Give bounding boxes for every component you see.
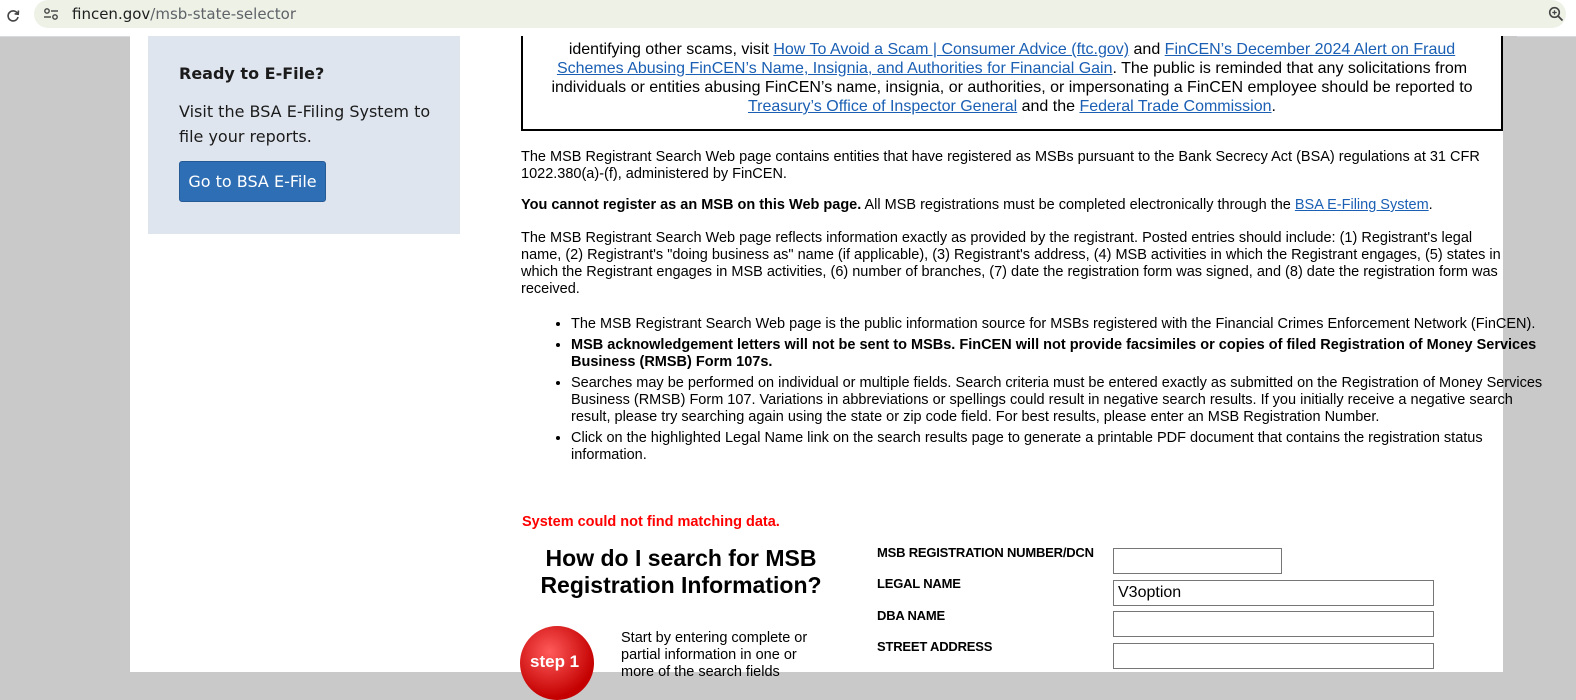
cannot-register-text: All MSB registrations must be completed electronically through the: [864, 197, 1291, 213]
reflects-paragraph: The MSB Registrant Search Web page reflects information exactly as provided by the registrant. Posted entries should include: (1) Registrant's legal name, (2) Registrant's "doing business as" name (if applicable), (3) Registrant's address, (4) MSB activities in which the Registrant engages, (5) states in which the Registrant engages in MSB activities, (6) number of branches, (7) date the registration form was signed, and (8) date the registration form was received.: [521, 230, 1501, 297]
howto-heading: How do I search for MSB Registration Information?: [540, 545, 822, 598]
list-item: • MSB acknowledgement letters will not be sent to MSBs. FinCEN will not provide facsimiles or copies of filed Registration of Money Services Business (RMSB) Form 107s.: [571, 337, 1551, 371]
error-message: System could not find matching data.: [522, 514, 780, 530]
reg-number-input[interactable]: [1113, 548, 1282, 574]
url-text[interactable]: [72, 5, 296, 23]
reg-number-label: MSB REGISTRATION NUMBER/DCN: [877, 545, 1094, 560]
efile-card: [148, 36, 460, 234]
street-address-label: STREET ADDRESS: [877, 639, 993, 654]
fraud-alert-text: [540, 40, 1484, 116]
alert-text-2: . The public is reminded that any solicitations from individuals or entities abusing FinCEN’s name, insignia, or authorities, or impersonating a FinCEN employee should be reported to: [551, 60, 1473, 96]
bsa-efiling-link[interactable]: BSA E-Filing System: [1294, 197, 1429, 213]
alert-end: .: [1271, 98, 1276, 115]
step-1-badge-icon: [520, 626, 594, 700]
info-bullet-list: [522, 316, 1551, 468]
cannot-register-bold: You cannot register as an MSB on this Web page.: [521, 197, 862, 213]
site-info-icon[interactable]: [43, 7, 59, 21]
step-label: step 1: [530, 652, 580, 671]
cannot-register-end: .: [1428, 197, 1433, 213]
browser-toolbar: [0, 0, 1576, 37]
dba-name-label: DBA NAME: [877, 608, 945, 623]
street-address-input[interactable]: [1113, 643, 1434, 669]
alert-and-2: and the: [1021, 98, 1075, 115]
step-1-text: Start by entering complete or partial information in one or more of the search fields: [621, 630, 808, 680]
zoom-icon[interactable]: [1548, 6, 1564, 22]
address-bar[interactable]: [34, 0, 1566, 28]
dba-name-input[interactable]: [1113, 611, 1434, 637]
ftc-scam-link[interactable]: How To Avoid a Scam | Consumer Advice (ftc.gov): [773, 41, 1130, 58]
cannot-register-paragraph: [521, 197, 1503, 214]
reload-icon[interactable]: [6, 9, 20, 23]
alert-text-1: identifying other scams, visit: [568, 41, 769, 58]
url-path: /msb-state-selector: [150, 5, 297, 23]
oig-link[interactable]: Treasury’s Office of Inspector General: [748, 98, 1018, 115]
intro-paragraph: The MSB Registrant Search Web page contains entities that have registered as MSBs pursuant to the Bank Secrecy Act (BSA) regulations at 31 CFR 1022.380(a)-(f), administered by FinCEN.: [521, 149, 1480, 182]
go-to-bsa-efile-button[interactable]: Go to BSA E-File: [179, 161, 326, 202]
list-item: • Searches may be performed on individual or multiple fields. Search criteria must be entered exactly as submitted on the Registration of Money Services Business (RMSB) Form 107. Variations in abbreviations or spellings could result in negative search results. If you initially receive a negative search result, please try searching again using the state or zip code field. For best results, please enter an MSB Registration Number.: [571, 375, 1551, 426]
legal-name-label: LEGAL NAME: [877, 576, 961, 591]
fincen-alert-link[interactable]: FinCEN’s December 2024 Alert on Fraud Schemes Abusing FinCEN’s Name, Insignia, and Authorities for Financial Gain: [556, 41, 1456, 77]
ftc-commission-link[interactable]: Federal Trade Commission: [1079, 98, 1272, 115]
list-item: • The MSB Registrant Search Web page is the public information source for MSBs registered with the Financial Crimes Enforcement Network (FinCEN).: [571, 316, 1551, 333]
efile-title: Ready to E-File?: [179, 64, 325, 83]
efile-text: Visit the BSA E-Filing System to file your reports.: [179, 102, 431, 146]
legal-name-input[interactable]: [1113, 580, 1434, 606]
list-item: • Click on the highlighted Legal Name link on the search results page to generate a printable PDF document that contains the registration status information.: [571, 430, 1551, 464]
alert-and-1: and: [1133, 41, 1161, 58]
url-domain: fincen.gov: [72, 5, 151, 23]
